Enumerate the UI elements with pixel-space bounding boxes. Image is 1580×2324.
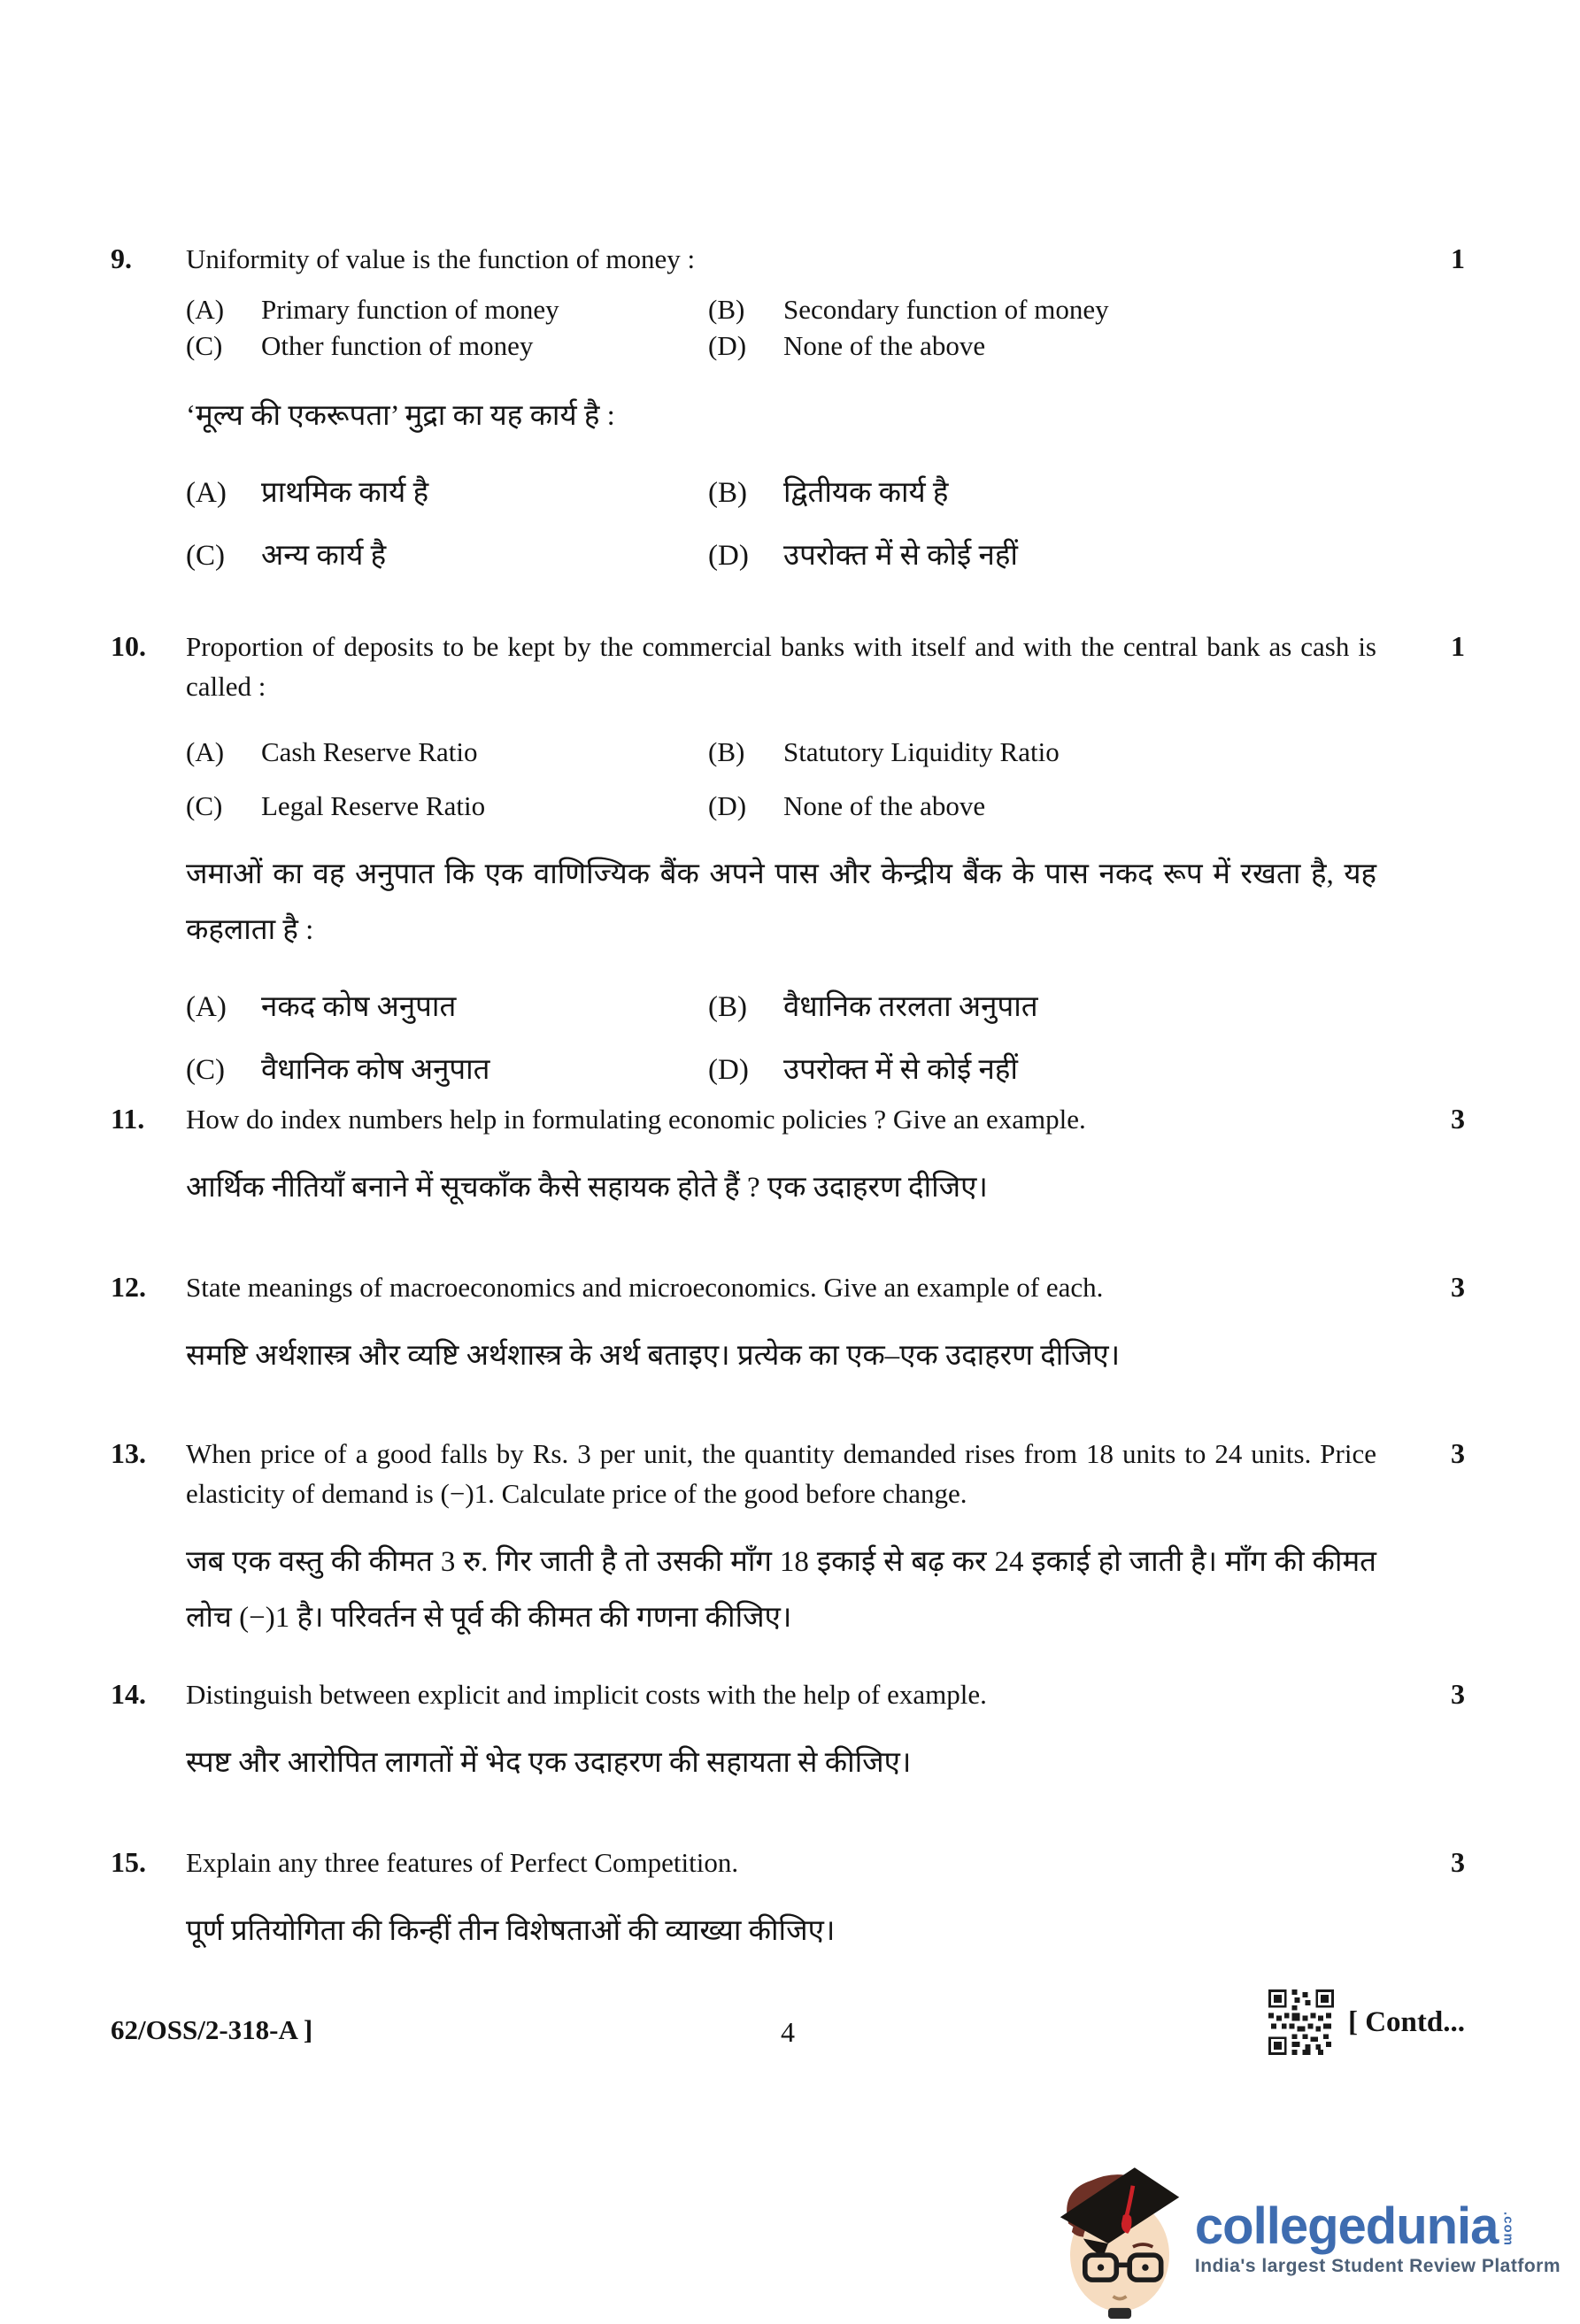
option-c [186,787,708,826]
option-text: Secondary function of money [783,294,1109,325]
option-label: (B) [708,477,747,509]
question-number: 12. [111,1271,146,1303]
question-15 [111,1843,1465,1959]
option-label: (D) [708,330,747,361]
option-b [708,291,1376,327]
option-label: (A) [186,477,227,509]
option-label: (A) [186,991,227,1023]
question-text-hi: जब एक वस्तु की कीमत 3 रु. गिर जाती है तो उसकी माँग 18 इकाई से बढ़ कर 24 इकाई हो जाती है। माँग की कीमत लोच (−)1 है। परिवर्तन से पूर्व की कीमत की गणना कीजिए। [186,1546,1376,1634]
option-a [186,733,708,772]
option-text: Other function of money [261,330,534,361]
marks: 3 [1451,1678,1465,1710]
option-text: नकद कोष अनुपात [261,991,457,1023]
option-text: Cash Reserve Ratio [261,736,478,767]
option-label: (B) [708,991,747,1023]
question-text-en: Explain any three features of Perfect Competition. [186,1847,739,1878]
marks: 3 [1451,1437,1465,1469]
question-text-hi: समष्टि अर्थशास्त्र और व्यष्टि अर्थशास्त्र के अर्थ बताइए। प्रत्येक का एक–एक उदाहरण दीजिए। [186,1340,1121,1372]
question-text-hi: आर्थिक नीतियाँ बनाने में सूचकाँक कैसे सहायक होते हैं ? एक उदाहरण दीजिए। [186,1172,988,1204]
option-b-hi [708,985,1376,1029]
options-hindi [186,471,1376,578]
option-text: Legal Reserve Ratio [261,790,486,821]
option-a [186,291,708,327]
option-a-hi [186,985,708,1029]
question-text-hi: ‘मूल्य की एकरूपता’ मुद्रा का यह कार्य है : [186,400,615,432]
collegedunia-logo [1053,2158,1561,2319]
marks: 3 [1451,1103,1465,1135]
option-label: (D) [708,1054,749,1086]
option-d-hi [708,534,1376,578]
option-text: None of the above [783,790,986,821]
qr-code-icon [1268,1989,1334,2055]
question-number: 13. [111,1437,146,1469]
question-11 [111,1099,1465,1216]
page-footer [111,1989,1465,2069]
question-text-en: State meanings of macroeconomics and microeconomics. Give an example of each. [186,1272,1104,1303]
marks: 1 [1451,242,1465,274]
question-text-en: When price of a good falls by Rs. 3 per unit, the quantity demanded rises from 18 units to 24 units. Price elasticity of demand is (−)1. Calculate price of the good before change. [186,1438,1376,1509]
question-14 [111,1674,1465,1791]
option-c-hi [186,534,708,578]
option-c [186,327,708,364]
question-text-en: Proportion of deposits to be kept by the commercial banks with itself and with the central bank as cash is called : [186,631,1376,702]
option-b-hi [708,471,1376,515]
option-text: वैधानिक कोष अनुपात [261,1054,490,1086]
option-label: (D) [708,540,749,572]
option-c-hi [186,1048,708,1092]
paper-code: 62/OSS/2-318-A ] [111,2014,313,2045]
option-label: (A) [186,736,225,767]
marks: 1 [1451,630,1465,662]
question-text-en: Uniformity of value is the function of money : [186,243,696,274]
question-text-en: How do index numbers help in formulating economic policies ? Give an example. [186,1104,1086,1135]
options-hindi [186,985,1376,1092]
option-label: (B) [708,294,745,325]
option-text: उपरोक्त में से कोई नहीं [783,1054,1018,1086]
option-text: उपरोक्त में से कोई नहीं [783,540,1018,572]
option-text: None of the above [783,330,986,361]
question-13 [111,1434,1465,1646]
option-label: (A) [186,294,225,325]
page-number: 4 [781,2016,795,2048]
brand-tld: .com [1500,2212,1516,2247]
option-label: (C) [186,540,225,572]
mascot-icon [1053,2158,1186,2319]
option-text: अन्य कार्य है [261,540,387,572]
marks: 3 [1451,1846,1465,1878]
marks: 3 [1451,1271,1465,1303]
question-number: 15. [111,1846,146,1878]
option-d [708,787,1376,826]
brand-name: collegedunia [1194,2197,1499,2255]
question-text-hi: जमाओं का वह अनुपात कि एक वाणिज्यिक बैंक अपने पास और केन्द्रीय बैंक के पास नकद रूप में रखता है, यह कहलाता है : [186,858,1376,946]
question-text-hi: स्पष्ट और आरोपित लागतों में भेद एक उदाहरण की सहायता से कीजिए। [186,1747,912,1779]
question-number: 11. [111,1103,145,1135]
brand-tagline: India's largest Student Review Platform [1194,2256,1561,2276]
question-number: 9. [111,242,132,274]
option-text: द्वितीयक कार्य है [783,477,949,509]
question-number: 14. [111,1678,146,1710]
question-12 [111,1267,1465,1384]
option-label: (B) [708,736,745,767]
option-label: (C) [186,330,223,361]
option-text: Primary function of money [261,294,559,325]
option-label: (D) [708,790,747,821]
option-text: वैधानिक तरलता अनुपात [783,991,1038,1023]
option-label: (C) [186,1054,225,1086]
options-english [186,733,1376,826]
option-text: प्राथमिक कार्य है [261,477,429,509]
question-text-en: Distinguish between explicit and implicit costs with the help of example. [186,1679,987,1710]
option-text: Statutory Liquidity Ratio [783,736,1060,767]
question-9 [111,239,1465,578]
option-d [708,327,1376,364]
options-english [186,291,1376,364]
contd-label: [ Contd... [1347,2005,1465,2038]
question-10 [111,627,1465,1092]
option-a-hi [186,471,708,515]
option-label: (C) [186,790,223,821]
option-b [708,733,1376,772]
option-d-hi [708,1048,1376,1092]
question-number: 10. [111,630,146,662]
question-text-hi: पूर्ण प्रतियोगिता की किन्हीं तीन विशेषताओं की व्याख्या कीजिए। [186,1915,836,1947]
